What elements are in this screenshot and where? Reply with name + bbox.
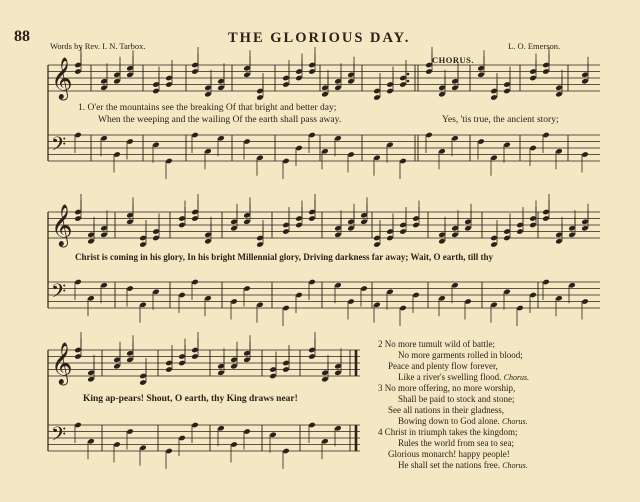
chorus-tag: Chorus. bbox=[502, 417, 528, 426]
chorus-tag: Chorus. bbox=[503, 373, 530, 382]
hymn-title: THE GLORIOUS DAY. bbox=[228, 30, 411, 46]
chorus-marker: CHORUS. bbox=[432, 55, 474, 65]
bass-clef-icon: 𝄢 bbox=[51, 279, 67, 308]
verse-number: 4 bbox=[378, 427, 383, 437]
repeat-dot bbox=[407, 80, 410, 83]
lyric-line-4: King ap-pears! Shout, O earth, thy King draws near! bbox=[83, 394, 298, 404]
verse-line: No more offering, no more worship, bbox=[384, 383, 516, 393]
music-credit: L. O. Emerson. bbox=[508, 41, 561, 51]
treble-clef-icon: 𝄞 bbox=[51, 341, 73, 384]
verse-line: Shall be paid to stock and stone; bbox=[398, 394, 515, 404]
bass-clef-icon: 𝄢 bbox=[51, 132, 67, 161]
verse-line: He shall set the nations free. bbox=[398, 460, 500, 470]
verse-line: No more tumult wild of battle; bbox=[384, 339, 495, 349]
lyric-line-2: When the weeping and the wailing Of the earth shall pass away. bbox=[98, 115, 342, 125]
words-credit: Words by Rev. I. N. Tarbox. bbox=[50, 41, 146, 51]
verse-line: Bowing down to God alone. bbox=[398, 416, 500, 426]
verse-line: Peace and plenty flow forever, bbox=[388, 361, 498, 371]
verse-line: Christ in triumph takes the kingdom; bbox=[384, 427, 518, 437]
lyric-chorus-start: Yes, 'tis true, the ancient story; bbox=[442, 115, 559, 125]
repeat-dot bbox=[407, 73, 410, 76]
treble-clef-icon: 𝄞 bbox=[51, 56, 73, 99]
verse-line: Like a river's swelling flood. bbox=[398, 372, 502, 382]
chorus-tag: Chorus. bbox=[502, 461, 528, 470]
lyric-line-3: Christ is coming in his glory, In his bright Millennial glory, Driving darkness far away; Wait, O earth, till thy bbox=[75, 252, 493, 262]
verse-number: 2 bbox=[378, 339, 383, 349]
treble-clef-icon: 𝄞 bbox=[51, 203, 73, 246]
page-number: 88 bbox=[14, 28, 30, 45]
verse-line: Glorious monarch! happy people! bbox=[388, 449, 510, 459]
verse-line: No more garments rolled in blood; bbox=[398, 350, 523, 360]
lyric-line-1: 1. O'er the mountains see the breaking Of that bright and better day; bbox=[78, 103, 337, 113]
verse-line: Rules the world from sea to sea; bbox=[398, 438, 514, 448]
bass-clef-icon: 𝄢 bbox=[51, 422, 67, 451]
verse-line: See all nations in their gladness, bbox=[388, 405, 504, 415]
verse-number: 3 bbox=[378, 383, 383, 393]
